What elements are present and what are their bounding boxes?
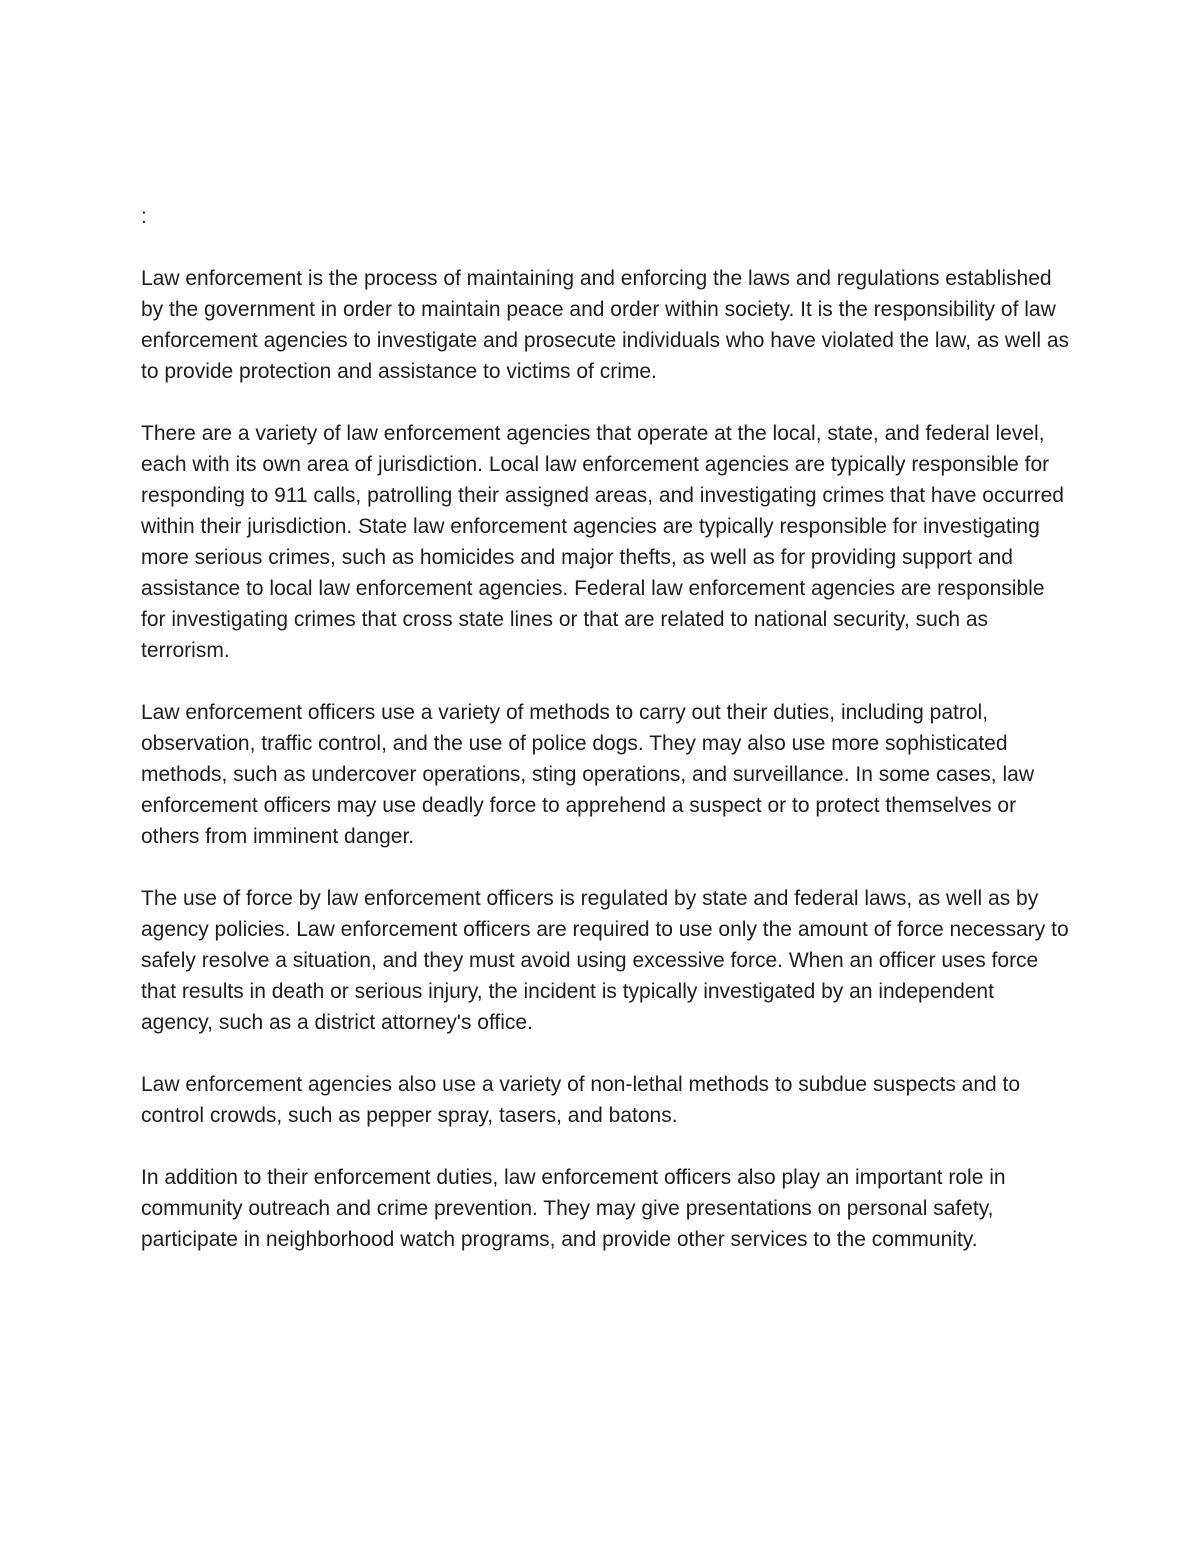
paragraph-intro: Law enforcement is the process of maintaining and enforcing the laws and regulations established by the government in order to maintain peace and order within society. It is the responsibility of law enforcement agencies to investigate and prosecute individuals who have violated the law, as well as to provide protection and assistance to victims of crime. [141, 267, 1070, 383]
document-body [141, 201, 1071, 1286]
paragraph-use-of-force: The use of force by law enforcement officers is regulated by state and federal laws, as well as by agency policies. Law enforcement officers are required to use only the amount of force necessary to safely resolve a situation, and they must avoid using excessive force. When an officer uses force that results in death or serious injury, the incident is typically investigated by an independent agency, such as a district attorney's office. [141, 887, 1069, 1034]
paragraph-agencies: There are a variety of law enforcement agencies that operate at the local, state, and federal level, each with its own area of jurisdiction. Local law enforcement agencies are typically responsible for responding to 911 calls, patrolling their assigned areas, and investigating crimes that have occurred within their jurisdiction. State law enforcement agencies are typically responsible for investigating more serious crimes, such as homicides and major thefts, as well as for providing support and assistance to local law enforcement agencies. Federal law enforcement agencies are responsible for investigating crimes that cross state lines or that are related to national security, such as terrorism. [141, 422, 1064, 662]
paragraph-methods: Law enforcement officers use a variety of methods to carry out their duties, including patrol, observation, traffic control, and the use of police dogs. They may also use more sophisticated methods, such as undercover operations, sting operations, and surveillance. In some cases, law enforcement officers may use deadly force to apprehend a suspect or to protect themselves or others from imminent danger. [141, 701, 1034, 848]
paragraph-non-lethal: Law enforcement agencies also use a variety of non-lethal methods to subdue suspects and to control crowds, such as pepper spray, tasers, and batons. [141, 1073, 1021, 1127]
heading-mark: : [141, 205, 147, 228]
paragraph-community: In addition to their enforcement duties, law enforcement officers also play an important role in community outreach and crime prevention. They may give presentations on personal safety, participate in neighborhood watch programs, and provide other services to the community. [141, 1166, 1006, 1251]
